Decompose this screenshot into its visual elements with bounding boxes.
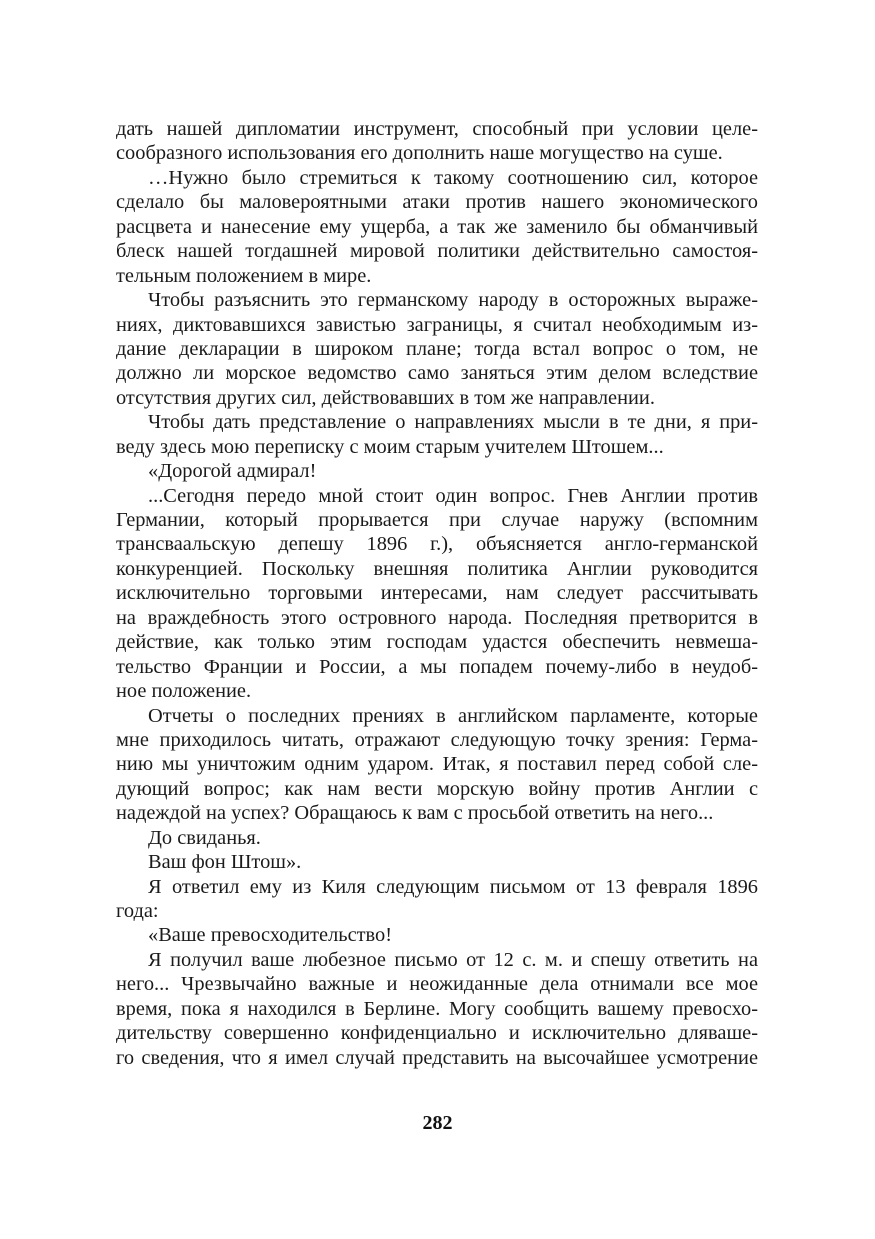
paragraph [116, 484, 758, 704]
text-line: должно ли морское ведомство само заняться этим делом вследствие [116, 362, 758, 385]
text-line: «Ваше превосходительство! [148, 924, 393, 947]
text-line: на враждебность этого островного народа. Последняя претворится в [116, 606, 758, 629]
paragraph [116, 459, 758, 483]
text-line: конкуренцией. Поскольку внешняя политика Англии руководится [116, 557, 758, 580]
paragraph [116, 923, 758, 947]
page-body [116, 117, 758, 1070]
text-line: надеждой на успех? Обращаюсь к вам с просьбой ответить на него... [116, 802, 714, 825]
paragraph [116, 875, 758, 924]
text-line: Чтобы разъяснить это германскому народу в осторожных выраже- [148, 289, 758, 312]
paragraph [116, 117, 758, 166]
text-line: время, пока я находился в Берлине. Могу сообщить вашему превосхо- [116, 997, 758, 1020]
text-line: исключительно торговыми интересами, нам следует рассчитывать [116, 582, 758, 605]
paragraph [116, 288, 758, 410]
text-line: ное положение. [116, 680, 252, 703]
text-line: дать нашей дипломатии инструмент, способный при условии целе- [116, 118, 758, 140]
text-line: отсутствия других сил, действовавших в том же направлении. [116, 386, 655, 409]
paragraph [116, 166, 758, 288]
text-line: «Дорогой адмирал! [148, 460, 317, 483]
page-number: 282 [422, 1112, 453, 1134]
paragraph [116, 704, 758, 826]
text-line: сообразного использования его дополнить наше могущество на суше. [116, 142, 723, 165]
text-line: сделало бы маловероятными атаки против нашего экономического [116, 191, 758, 214]
text-line: Чтобы дать представление о направлениях мысли в те дни, я при- [148, 411, 758, 434]
text-line: года: [116, 900, 159, 922]
text-line: Я получил ваше любезное письмо от 12 с. м. и спешу ответить на [148, 948, 758, 971]
text-line: Я ответил ему из Киля следующим письмом от 13 февраля 1896 [148, 875, 758, 898]
text-line: До свиданья. [148, 826, 261, 849]
text-line: го сведения, что я имел случай представить на высочайшее усмотрение [116, 1046, 758, 1069]
text-line: веду здесь мою переписку с моим старым учителем Штошем... [116, 435, 664, 458]
text-line: дующий вопрос; как нам вести морскую войну против Англии с [116, 777, 758, 800]
text-line: действие, как только этим господам удастся обеспечить невмеша- [116, 631, 758, 654]
text-line: тельным положением в мире. [116, 264, 372, 287]
text-line: Ваш фон Штош». [148, 851, 302, 874]
text-line: блеск нашей тогдашней мировой политики действительно самостоя- [116, 240, 758, 263]
paragraph [116, 826, 758, 850]
text-line: …Нужно было стремиться к такому соотношению сил, которое [148, 166, 758, 189]
paragraph [116, 850, 758, 874]
text-line: мне приходилось читать, отражают следующую точку зрения: Герма- [116, 728, 758, 751]
text-line: дание декларации в широком плане; тогда встал вопрос о том, не [116, 337, 758, 360]
text-line: Отчеты о последних прениях в английском парламенте, которые [148, 704, 758, 727]
text-line: Германии, который прорывается при случае наружу (вспомним [116, 509, 758, 531]
text-line: тельство Франции и России, а мы попадем почему-либо в неудоб- [116, 655, 758, 678]
paragraph [116, 410, 758, 459]
paragraph [116, 948, 758, 1070]
text-line: дительству совершенно конфиденциально и исключительно дляваше- [116, 1022, 758, 1045]
text-line: него... Чрезвычайно важные и неожиданные дела отнимали все мое [116, 973, 758, 996]
text-line: расцвета и нанесение ему ущерба, а так же заменило бы обманчивый [116, 215, 758, 238]
text-line: нию мы уничтожим одним ударом. Итак, я поставил перед собой сле- [116, 753, 758, 776]
text-line: ...Сегодня передо мной стоит один вопрос. Гнев Англии против [148, 484, 758, 507]
text-line: трансваальскую депешу 1896 г.), объясняется англо-германской [116, 533, 758, 556]
text-line: ниях, диктовавшихся завистью заграницы, я считал необходимым из- [116, 313, 758, 336]
